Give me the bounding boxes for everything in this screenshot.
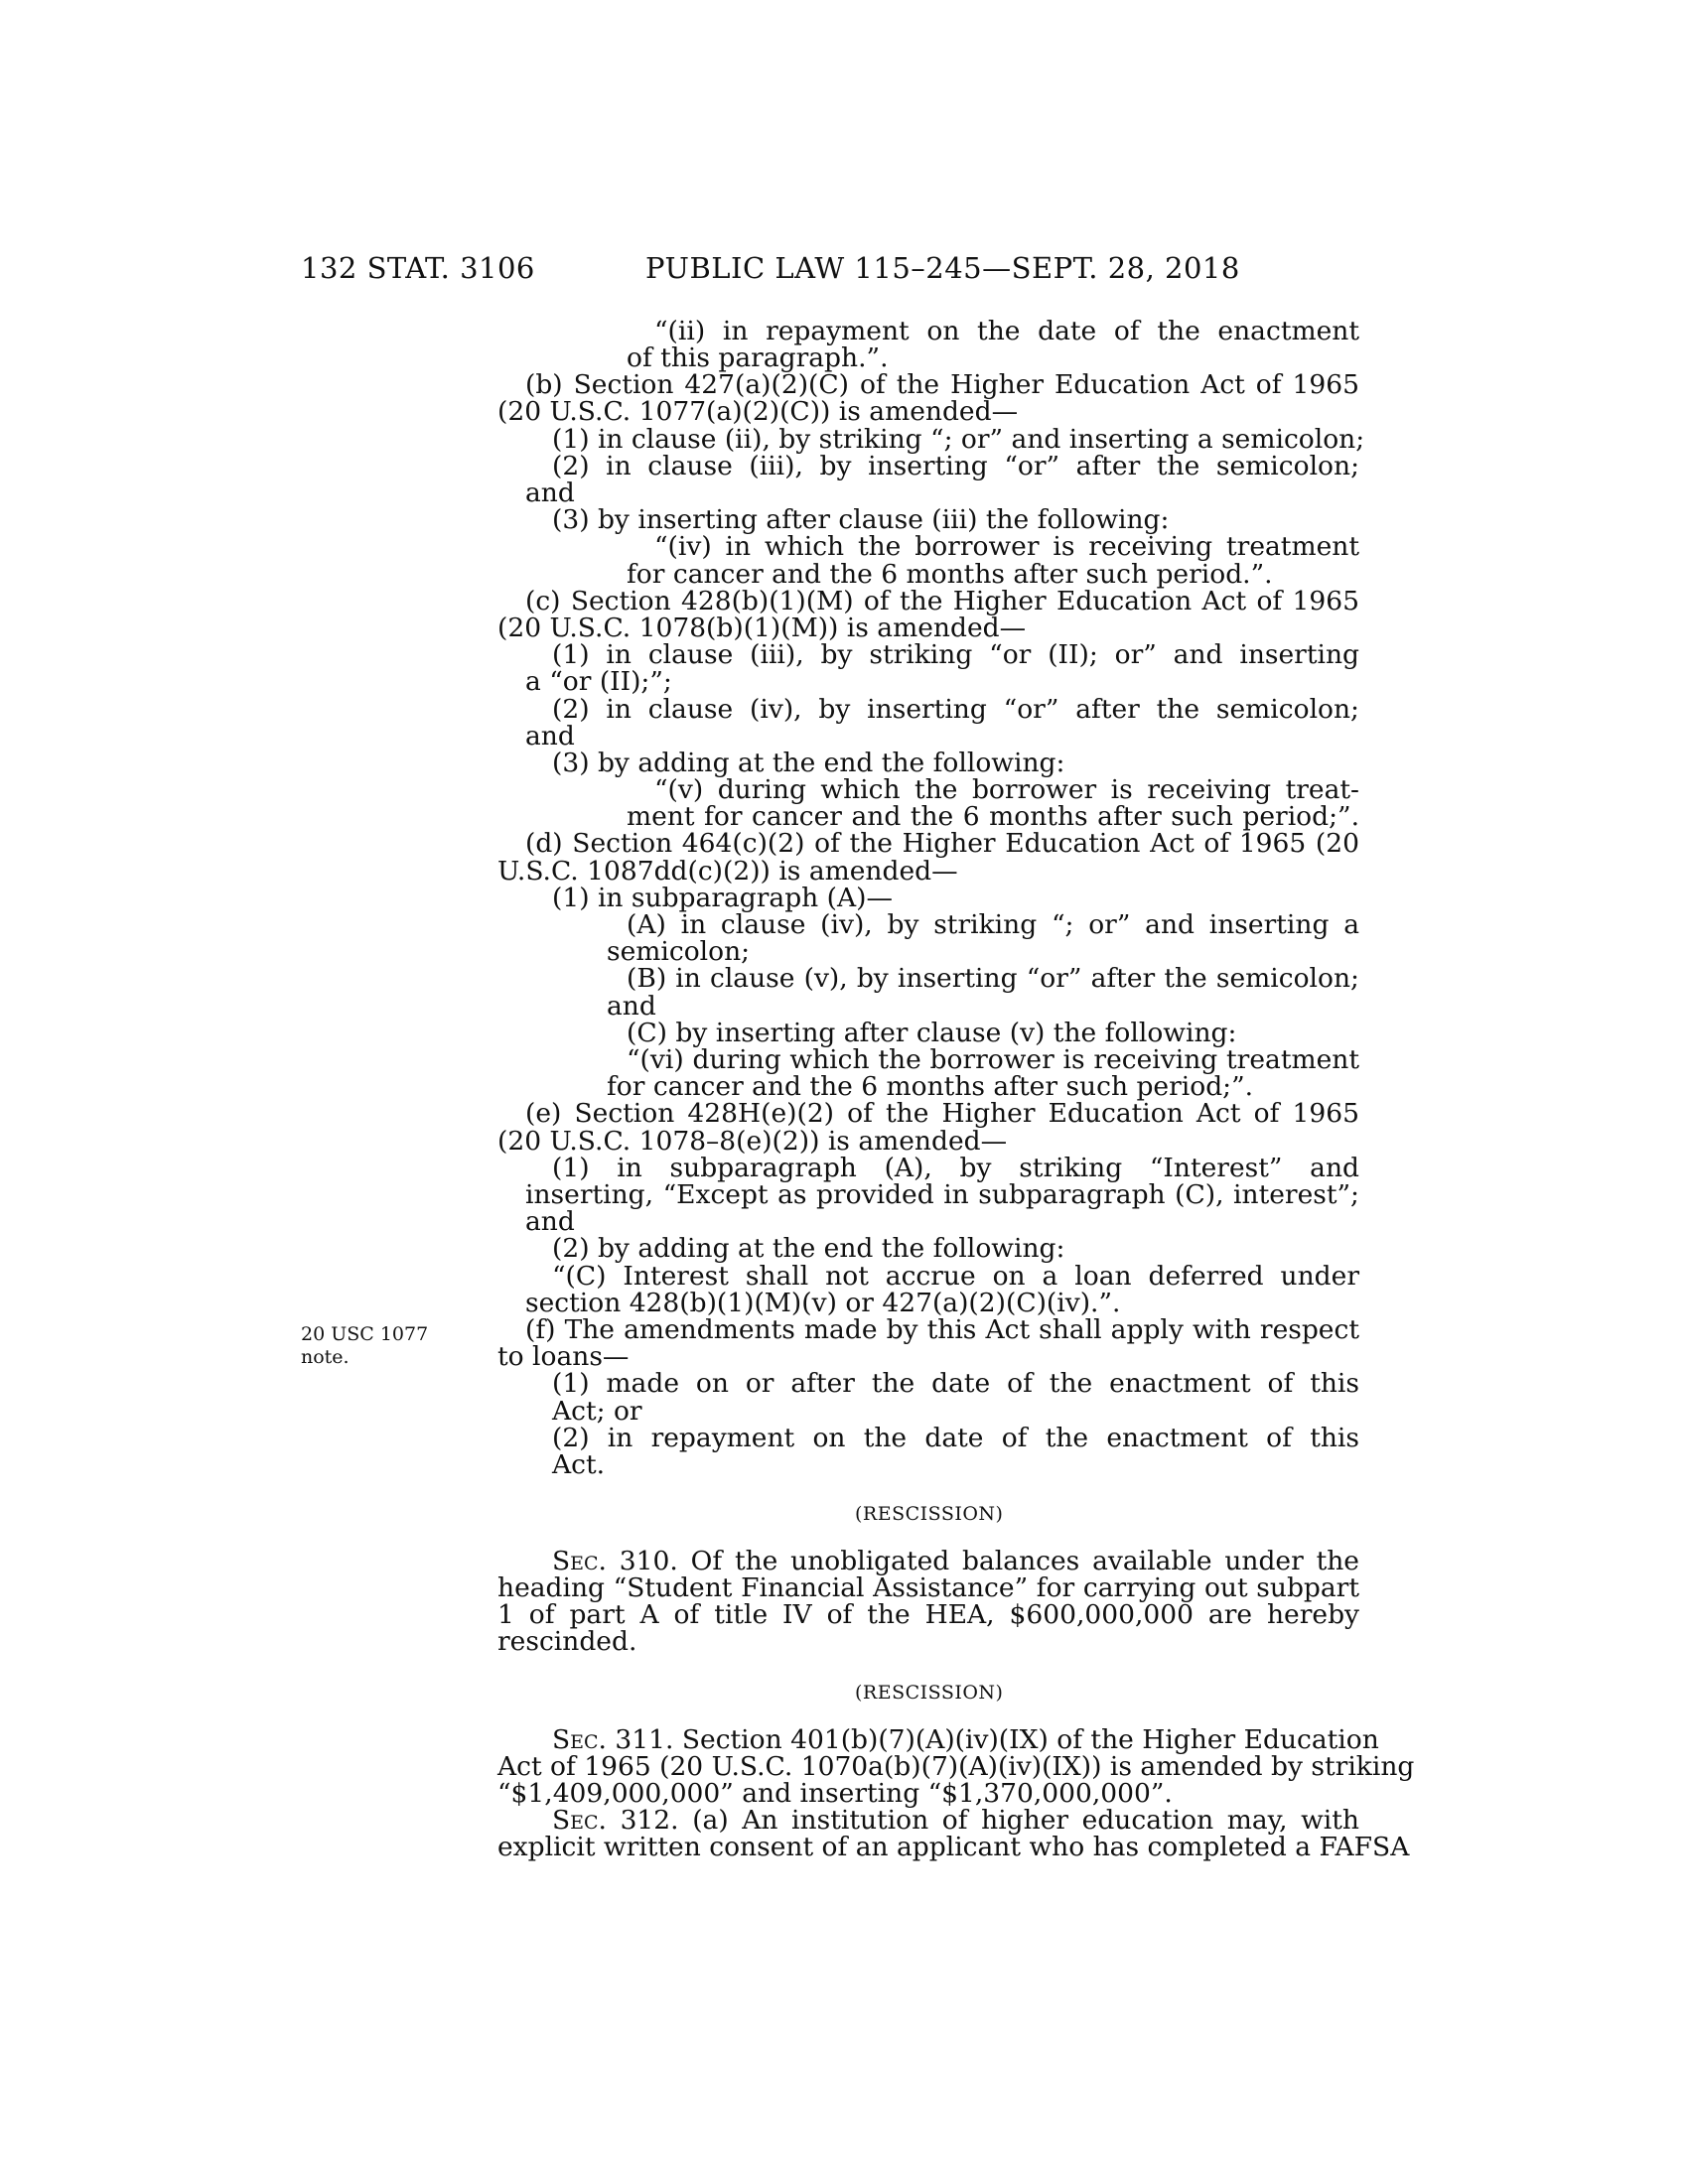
law-title-header: PUBLIC LAW 115–245—SEPT. 28, 2018 (645, 251, 1240, 285)
margin-note-line: note. (301, 1346, 350, 1368)
page-reference: 132 STAT. 3106 (301, 251, 535, 285)
text-line: (e) Section 428H(e)(2) of the Higher Education Act of 1965 (525, 1098, 1359, 1129)
text-line: (1) in subparagraph (A)— (552, 883, 893, 913)
text-line: (B) in clause (v), by inserting “or” after the semicolon; (627, 963, 1359, 994)
text-line: (20 U.S.C. 1077(a)(2)(C)) is amended— (497, 396, 1019, 427)
text-line: and (525, 721, 575, 751)
text-line: and (525, 478, 575, 508)
text-line: (d) Section 464(c)(2) of the Higher Education Act of 1965 (20 (525, 828, 1359, 859)
text-line: for cancer and the 6 months after such period;”. (607, 1071, 1254, 1102)
sec-text: Section 401(b)(7)(A)(iv)(IX) of the Higher Education (681, 1724, 1379, 1755)
text-line: (2) in clause (iii), by inserting “or” after the semicolon; (552, 451, 1359, 481)
text-line: (2) in clause (iv), by inserting “or” after the semicolon; (552, 694, 1359, 725)
sec-label: Sec. 311. (552, 1724, 674, 1755)
text-line: to loans— (497, 1341, 630, 1372)
text-line: rescinded. (497, 1626, 637, 1657)
rescission-caption: (RESCISSION) (855, 1503, 1004, 1525)
rescission-caption: (RESCISSION) (855, 1682, 1004, 1704)
text-line: and (607, 991, 656, 1022)
sec-text: (a) An institution of higher education may, with (692, 1805, 1359, 1836)
text-line: (20 U.S.C. 1078–8(e)(2)) is amended— (497, 1126, 1008, 1157)
sec-label: Sec. 312. (552, 1805, 679, 1836)
text-line: semicolon; (607, 936, 751, 967)
text-line: (f) The amendments made by this Act shall apply with respect (525, 1314, 1359, 1345)
text-line: Act; or (552, 1396, 642, 1427)
text-line: “$1,409,000,000” and inserting “$1,370,000,000”. (497, 1778, 1173, 1809)
text-line: ment for cancer and the 6 months after such period;”. (627, 801, 1359, 832)
text-line: Act of 1965 (20 U.S.C. 1070a(b)(7)(A)(iv)(IX)) is amended by striking (497, 1751, 1415, 1782)
text-line: inserting, “Except as provided in subparagraph (C), interest”; (525, 1179, 1359, 1210)
text-line: (2) by adding at the end the following: (552, 1233, 1065, 1264)
sec-310-line (552, 1548, 1359, 1574)
text-line: of this paragraph.”. (627, 342, 889, 373)
text-line: “(ii) in repayment on the date of the enactment (654, 316, 1359, 346)
text-line: “(vi) during which the borrower is receiving treatment (627, 1044, 1359, 1075)
text-line: heading “Student Financial Assistance” for carrying out subpart (497, 1572, 1359, 1603)
text-line: U.S.C. 1087dd(c)(2)) is amended— (497, 856, 958, 887)
sec-text: Of the unobligated balances available under the (690, 1546, 1359, 1576)
text-line: (3) by inserting after clause (iii) the following: (552, 504, 1170, 535)
text-line: for cancer and the 6 months after such period.”. (627, 559, 1273, 590)
text-line: a “or (II);”; (525, 666, 672, 697)
margin-note-line: 20 USC 1077 (301, 1323, 429, 1345)
text-line: (c) Section 428(b)(1)(M) of the Higher Education Act of 1965 (525, 586, 1359, 616)
text-line: (C) by inserting after clause (v) the following: (627, 1018, 1237, 1048)
text-line: “(v) during which the borrower is receiving treat- (654, 774, 1359, 805)
text-line: explicit written consent of an applicant who has completed a FAFSA (497, 1832, 1410, 1862)
sec-312-line (552, 1807, 1359, 1834)
text-line: (b) Section 427(a)(2)(C) of the Higher Education Act of 1965 (525, 369, 1359, 400)
sec-311-line (552, 1724, 1379, 1755)
text-line: and (525, 1206, 575, 1237)
text-line: (A) in clause (iv), by striking “; or” and inserting a (627, 909, 1359, 940)
text-line: “(iv) in which the borrower is receiving treatment (654, 531, 1359, 562)
text-line: “(C) Interest shall not accrue on a loan deferred under (552, 1261, 1359, 1292)
text-line: 1 of part A of title IV of the HEA, $600,000,000 are hereby (497, 1599, 1359, 1630)
text-line: (1) in subparagraph (A), by striking “Interest” and (552, 1153, 1359, 1183)
margin-note (301, 1323, 470, 1369)
text-line: Act. (552, 1449, 606, 1480)
text-line: (1) in clause (iii), by striking “or (II); or” and inserting (552, 639, 1359, 670)
text-line: (20 U.S.C. 1078(b)(1)(M)) is amended— (497, 613, 1027, 643)
text-line: section 428(b)(1)(M)(v) or 427(a)(2)(C)(iv).”. (525, 1288, 1121, 1318)
text-line: (1) made on or after the date of the enactment of this (552, 1368, 1359, 1399)
text-line: (1) in clause (ii), by striking “; or” and inserting a semicolon; (552, 424, 1365, 455)
text-line: (2) in repayment on the date of the enactment of this (552, 1423, 1359, 1453)
sec-label: Sec. 310. (552, 1546, 678, 1576)
text-line: (3) by adding at the end the following: (552, 748, 1065, 778)
